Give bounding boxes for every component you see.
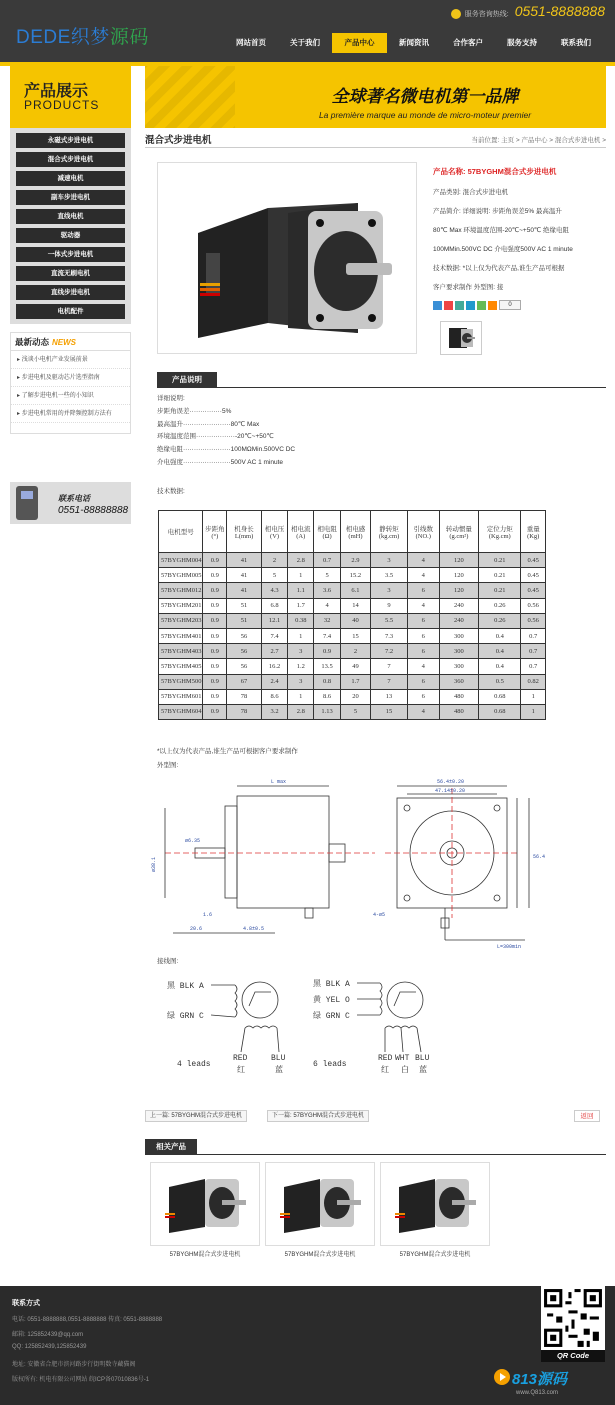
spec-cell: 32	[314, 613, 340, 628]
spec-cell: 2.8	[288, 704, 314, 719]
nav-contact[interactable]: 联系我们	[561, 38, 591, 47]
spec-cell: 1	[288, 568, 314, 583]
spec-cell: 1.1	[288, 583, 314, 598]
nav-clients[interactable]: 合作客户	[453, 38, 483, 47]
related-product[interactable]	[380, 1162, 490, 1258]
spec-cell: 480	[439, 704, 479, 719]
spec-cell: 120	[439, 568, 479, 583]
qr-code-label: QR Code	[541, 1350, 605, 1362]
spec-model-cell: 57BYGHM604	[159, 704, 203, 719]
spec-cell: 5.5	[371, 613, 408, 628]
nav-home[interactable]: 网站首页	[236, 38, 266, 47]
wire-label: 6 leads	[313, 1060, 347, 1069]
main-banner	[145, 66, 606, 128]
dimension-label: 1.6	[203, 912, 213, 918]
spec-cell: 5	[314, 568, 340, 583]
news-item[interactable]: ▸ 了解步进电机一些的小知识	[11, 387, 130, 405]
spec-cell: 56	[227, 659, 262, 674]
spec-cell: 0.9	[203, 704, 227, 719]
spec-cell: 4.3	[261, 583, 287, 598]
spec-header-cell: 相电感 (mH)	[340, 511, 370, 553]
spec-cell: 0.7	[521, 644, 546, 659]
banner-stripe	[145, 66, 235, 128]
news-link[interactable]: 步进电机及驱动芯片选型指南	[21, 375, 100, 381]
news-heading	[11, 333, 130, 351]
share-wechat-icon[interactable]	[477, 301, 486, 310]
back-button[interactable]: 返回	[574, 1110, 600, 1122]
wire-label: BLU	[271, 1054, 286, 1063]
spec-cell: 2.7	[261, 644, 287, 659]
spec-cell: 0.45	[521, 583, 546, 598]
spec-cell: 480	[439, 689, 479, 704]
site-logo[interactable]	[16, 22, 149, 49]
spec-cell: 6	[407, 613, 439, 628]
spec-cell: 0.7	[314, 553, 340, 568]
spec-model-cell: 57BYGHM601	[159, 689, 203, 704]
category-item[interactable]: 直流无刷电机	[16, 266, 125, 281]
spec-cell: 2.9	[340, 553, 370, 568]
wire-label: 黄 YEL O	[313, 996, 350, 1005]
nav-products[interactable]: 产品中心	[332, 33, 387, 53]
product-info-line: 客户要求制作 外型图: 接	[433, 284, 504, 291]
spec-cell: 49	[340, 659, 370, 674]
spec-model-cell: 57BYGHM403	[159, 644, 203, 659]
wire-label: RED	[233, 1054, 248, 1063]
spec-cell: 13	[371, 689, 408, 704]
desc-line: 介电强度······················500V AC 1 minute	[157, 458, 284, 466]
product-info	[433, 166, 605, 297]
spec-row	[159, 689, 546, 704]
spec-cell: 3	[371, 583, 408, 598]
related-tab: 相关产品	[145, 1139, 197, 1155]
dimension-label: L=300min	[497, 944, 522, 950]
spec-cell: 41	[227, 568, 262, 583]
spec-header-cell: 机身长 L(mm)	[227, 511, 262, 553]
wire-label: 黑 BLK A	[313, 980, 350, 989]
wire-label: 4 leads	[177, 1060, 211, 1069]
spec-header-cell: 相电阻 (Ω)	[314, 511, 340, 553]
spec-row	[159, 553, 546, 568]
nav-news[interactable]: 新闻资讯	[399, 38, 429, 47]
spec-cell: 5	[340, 704, 370, 719]
spec-cell: 6.1	[340, 583, 370, 598]
watermark-url: www.Q813.com	[516, 1390, 559, 1396]
product-name: 产品名称: 57BYGHM混合式步进电机	[433, 167, 557, 176]
share-more-icon[interactable]	[488, 301, 497, 310]
spec-cell: 0.4	[479, 628, 521, 643]
spec-cell: 0.5	[479, 674, 521, 689]
spec-row	[159, 583, 546, 598]
news-box	[10, 332, 131, 434]
category-item[interactable]: 直线步进电机	[16, 285, 125, 300]
wire-label: 白	[401, 1066, 409, 1075]
spec-cell: 0.9	[203, 674, 227, 689]
spec-cell: 14	[340, 598, 370, 613]
spec-cell: 6	[407, 644, 439, 659]
title-divider	[145, 147, 606, 148]
dimension-label: 20.6	[190, 926, 203, 932]
wire-label: 红	[237, 1066, 245, 1075]
category-item[interactable]: 一体式步进电机	[16, 247, 125, 262]
spec-cell: 56	[227, 644, 262, 659]
breadcrumb[interactable]: 当前位置: 主页 > 产品中心 > 混合式步进电机 >	[471, 137, 606, 144]
dimension-label: 47.14±0.20	[435, 788, 466, 794]
nav-about[interactable]: 关于我们	[290, 38, 320, 47]
footer-line: 地址: 安徽省合肥市滨河路步行街明数寺藏猫阁	[12, 1362, 136, 1368]
spec-cell: 300	[439, 644, 479, 659]
spec-cell: 0.9	[203, 598, 227, 613]
spec-cell: 0.21	[479, 553, 521, 568]
spec-header-cell: 相电流 (A)	[288, 511, 314, 553]
logo-text-zhimeng: 织梦	[70, 27, 110, 48]
footer-line: 电话: 0551-8888888,0551-8888888 传真: 0551-8888888	[12, 1317, 163, 1323]
spec-cell: 120	[439, 583, 479, 598]
related-product-image[interactable]	[150, 1162, 260, 1246]
outline-drawing	[145, 768, 606, 958]
wire-label: WHT	[395, 1054, 410, 1063]
contact-title: 联系电话	[58, 494, 90, 503]
spec-cell: 6	[407, 628, 439, 643]
spec-cell: 41	[227, 583, 262, 598]
product-info-line: 100MMin.500VC DC 介电强度500V AC 1 minute	[433, 246, 573, 253]
related-product-caption[interactable]: 57BYGHM混合式步进电机	[399, 1252, 471, 1258]
dimension-label: 56.4±0.20	[437, 779, 465, 785]
spec-row	[159, 598, 546, 613]
hotline-label: 服务咨询热线:	[464, 11, 509, 18]
banner-title: 全球著名微电机第一品牌	[331, 87, 519, 106]
dimension-label: 56.4	[533, 854, 546, 860]
spec-row	[159, 659, 546, 674]
news-item[interactable]: ▸ 步进电机常用的并降频控制方法有	[11, 405, 130, 423]
spec-cell: 360	[439, 674, 479, 689]
phone-icon	[451, 9, 461, 19]
product-info-line: 产品类别: 混合式步进电机	[433, 189, 509, 196]
site-header	[0, 0, 615, 62]
spec-cell: 2	[261, 553, 287, 568]
side-banner-subtitle: PRODUCTS	[24, 98, 100, 112]
spec-cell: 0.9	[203, 553, 227, 568]
spec-cell: 7.3	[371, 628, 408, 643]
spec-cell: 56	[227, 628, 262, 643]
spec-cell: 1	[288, 628, 314, 643]
wire-label: RED	[378, 1054, 393, 1063]
spec-model-cell: 57BYGHM012	[159, 583, 203, 598]
spec-cell: 300	[439, 628, 479, 643]
spec-cell: 0.9	[203, 568, 227, 583]
spec-cell: 3	[288, 644, 314, 659]
spec-header-cell: 定位力矩 (Kg.cm)	[479, 511, 521, 553]
spec-cell: 0.56	[521, 613, 546, 628]
spec-cell: 1.2	[288, 659, 314, 674]
spec-cell: 0.9	[203, 644, 227, 659]
wire-label: 蓝	[419, 1066, 427, 1075]
spec-row	[159, 644, 546, 659]
contact-phone: 0551-88888888	[58, 505, 129, 516]
category-item[interactable]: 减速电机	[16, 171, 125, 186]
spec-model-cell: 57BYGHM405	[159, 659, 203, 674]
next-article-link[interactable]: 下一篇: 57BYGHM混合式步进电机	[267, 1110, 369, 1122]
desc-line: 步距角误差···············5%	[157, 407, 232, 415]
spec-cell: 3	[371, 553, 408, 568]
product-thumbnail[interactable]	[440, 321, 482, 355]
spec-cell: 1.7	[288, 598, 314, 613]
product-desc-tab: 产品说明	[157, 372, 217, 388]
spec-model-cell: 57BYGHM203	[159, 613, 203, 628]
spec-cell: 0.9	[203, 583, 227, 598]
wire-label: 蓝	[275, 1066, 283, 1075]
related-product-caption[interactable]: 57BYGHM混合式步进电机	[169, 1252, 241, 1258]
category-item[interactable]: 副车步进电机	[16, 190, 125, 205]
spec-row	[159, 628, 546, 643]
prev-article-link[interactable]: 上一篇: 57BYGHM混合式步进电机	[145, 1110, 247, 1122]
spec-row	[159, 613, 546, 628]
spec-cell: 9	[371, 598, 408, 613]
desc-line: 详细说明:	[157, 395, 185, 402]
hotline	[451, 2, 605, 20]
logo-text-dede: DEDE	[16, 27, 71, 48]
spec-header-cell: 引线数 (NO.)	[407, 511, 439, 553]
spec-header-cell: 转动惯量 (g.cm²)	[439, 511, 479, 553]
spec-model-cell: 57BYGHM500	[159, 674, 203, 689]
spec-cell: 15	[340, 628, 370, 643]
spec-cell: 51	[227, 613, 262, 628]
telephone-icon	[16, 486, 38, 520]
wire-label: 绿 GRN C	[313, 1012, 350, 1021]
spec-model-cell: 57BYGHM401	[159, 628, 203, 643]
spec-cell: 0.45	[521, 568, 546, 583]
spec-cell: 0.7	[521, 659, 546, 674]
spec-cell: 8.6	[261, 689, 287, 704]
spec-cell: 0.9	[314, 644, 340, 659]
spec-header-cell: 电机型号	[159, 511, 203, 553]
spec-cell: 7	[371, 674, 408, 689]
share-renren-icon[interactable]	[455, 301, 464, 310]
related-product-image[interactable]	[265, 1162, 375, 1246]
share-bar	[433, 300, 523, 310]
spec-cell: 0.26	[479, 598, 521, 613]
spec-cell: 4	[407, 553, 439, 568]
spec-cell: 3.6	[314, 583, 340, 598]
products-side-banner	[10, 66, 131, 128]
spec-cell: 300	[439, 659, 479, 674]
category-item[interactable]: 混合式步进电机	[16, 152, 125, 167]
spec-cell: 78	[227, 689, 262, 704]
related-product-caption[interactable]: 57BYGHM混合式步进电机	[284, 1252, 356, 1258]
outline-label: 外型图:	[157, 762, 179, 769]
spec-header-cell: 静转矩 (kg.cm)	[371, 511, 408, 553]
product-image[interactable]	[157, 162, 417, 354]
spec-cell: 5	[261, 568, 287, 583]
news-title: 最新动态	[15, 337, 50, 347]
spec-cell: 240	[439, 613, 479, 628]
spec-cell: 240	[439, 598, 479, 613]
news-link[interactable]: 步进电机常用的并降频控制方法有	[21, 411, 112, 417]
related-bar	[145, 1139, 606, 1155]
spec-cell: 4	[407, 659, 439, 674]
spec-cell: 78	[227, 704, 262, 719]
share-tqq-icon[interactable]	[466, 301, 475, 310]
footer-title: 联系方式	[12, 1300, 40, 1307]
footer-line: QQ: 125852439,125852439	[12, 1344, 87, 1350]
share-count: 0	[499, 300, 521, 310]
spec-header-cell: 步距角 (°)	[203, 511, 227, 553]
qr-code-icon	[541, 1286, 605, 1350]
news-title-en: NEWS	[52, 338, 77, 347]
dimension-label: 4-ø5	[373, 912, 386, 918]
desc-line: 最高温升······················80℃ Max	[157, 420, 260, 428]
news-item[interactable]: ▸ 步进电机及驱动芯片选型指南	[11, 369, 130, 387]
logo-text-yuanma: 源码	[109, 27, 149, 48]
spec-table	[158, 510, 546, 720]
nav-support[interactable]: 服务支持	[507, 38, 537, 47]
play-logo-icon	[494, 1368, 510, 1386]
spec-row	[159, 704, 546, 719]
spec-cell: 40	[340, 613, 370, 628]
page-title: 混合式步进电机	[145, 135, 212, 146]
wiring-label: 接线图:	[157, 958, 179, 965]
dimension-label: 4.8±0.5	[243, 926, 265, 932]
dimension-label: ø38.1	[151, 856, 157, 872]
category-list	[10, 128, 131, 324]
spec-row	[159, 674, 546, 689]
product-info-line: 80℃ Max 环境温度范围-20℃~+50℃ 绝缘电阻	[433, 227, 570, 234]
spec-cell: 0.9	[203, 613, 227, 628]
spec-cell: 15.2	[340, 568, 370, 583]
banner-subtitle: La première marque au monde de micro-moteur premier	[318, 110, 532, 120]
spec-cell: 0.4	[479, 659, 521, 674]
category-item[interactable]: 直线电机	[16, 209, 125, 224]
share-qzone-icon[interactable]	[433, 301, 442, 310]
spec-cell: 2.8	[288, 553, 314, 568]
spec-cell: 4	[407, 568, 439, 583]
spec-cell: 12.1	[261, 613, 287, 628]
spec-cell: 0.9	[203, 628, 227, 643]
spec-model-cell: 57BYGHM005	[159, 568, 203, 583]
news-item[interactable]: ▸ 浅谈小电机产业发展前景	[11, 351, 130, 369]
watermark-text: 813源码	[512, 1371, 568, 1388]
desc-line: 环境温度范围··················-20℃~+50℃	[157, 433, 274, 441]
spec-cell: 7.4	[261, 628, 287, 643]
spec-cell: 1.13	[314, 704, 340, 719]
spec-cell: 2	[340, 644, 370, 659]
spec-cell: 16.2	[261, 659, 287, 674]
product-description	[157, 393, 606, 470]
spec-cell: 0.21	[479, 568, 521, 583]
spec-cell: 0.26	[479, 613, 521, 628]
spec-cell: 4	[407, 598, 439, 613]
hotline-number: 0551-8888888	[514, 3, 605, 19]
spec-cell: 1	[521, 689, 546, 704]
spec-cell: 0.9	[203, 659, 227, 674]
category-item[interactable]: 电机配件	[16, 304, 125, 319]
spec-cell: 1	[288, 689, 314, 704]
spec-cell: 120	[439, 553, 479, 568]
spec-cell: 20	[340, 689, 370, 704]
qr-code	[541, 1286, 605, 1362]
spec-header-cell: 相电压 (V)	[261, 511, 287, 553]
spec-cell: 0.38	[288, 613, 314, 628]
share-weibo-icon[interactable]	[444, 301, 453, 310]
spec-cell: 7.2	[371, 644, 408, 659]
side-banner-title: 产品展示	[24, 83, 89, 100]
spec-cell: 67	[227, 674, 262, 689]
spec-cell: 0.9	[203, 689, 227, 704]
spec-cell: 0.7	[521, 628, 546, 643]
spec-cell: 51	[227, 598, 262, 613]
spec-cell: 0.82	[521, 674, 546, 689]
spec-cell: 1	[521, 704, 546, 719]
spec-cell: 6.8	[261, 598, 287, 613]
wire-label: BLU	[415, 1054, 430, 1063]
dimension-label: L max	[271, 779, 287, 785]
related-product[interactable]	[150, 1162, 260, 1258]
spec-cell: 0.68	[479, 689, 521, 704]
footer-line: 版权所有: 机电有限公司网站 皖ICP备07010836号-1	[12, 1377, 150, 1383]
wire-label: 红	[381, 1066, 389, 1075]
news-link[interactable]: 浅谈小电机产业发展前景	[21, 357, 88, 363]
prev-next-bar	[145, 1110, 606, 1122]
spec-cell: 7	[371, 659, 408, 674]
spec-cell: 7.4	[314, 628, 340, 643]
spec-cell: 0.56	[521, 598, 546, 613]
spec-cell: 15	[371, 704, 408, 719]
spec-note: *以上仅为代表产品,谁生产品可根据客户要求制作	[157, 748, 298, 755]
spec-model-cell: 57BYGHM004	[159, 553, 203, 568]
spec-cell: 13.5	[314, 659, 340, 674]
product-info-line: 产品简介: 详细说明: 步距角误差5% 最高温升	[433, 208, 562, 215]
spec-cell: 41	[227, 553, 262, 568]
category-item[interactable]: 永磁式步进电机	[16, 133, 125, 148]
spec-cell: 6	[407, 583, 439, 598]
spec-cell: 2.4	[261, 674, 287, 689]
spec-cell: 3	[288, 674, 314, 689]
watermark	[494, 1362, 610, 1402]
wire-label: 黑 BLK A	[167, 982, 204, 991]
spec-header-cell: 重量 (Kg)	[521, 511, 546, 553]
contact-box	[10, 482, 131, 524]
wiring-diagram	[145, 968, 606, 1098]
dimension-label: ø6.35	[185, 838, 201, 844]
spec-cell: 0.45	[521, 553, 546, 568]
spec-cell: 3.2	[261, 704, 287, 719]
spec-cell: 3.5	[371, 568, 408, 583]
spec-model-cell: 57BYGHM201	[159, 598, 203, 613]
related-product[interactable]	[265, 1162, 375, 1258]
spec-row	[159, 568, 546, 583]
spec-cell: 4	[407, 704, 439, 719]
product-desc-bar	[157, 372, 606, 388]
tech-data-label: 技术数据:	[157, 488, 185, 495]
wire-label: 绿 GRN C	[167, 1012, 204, 1021]
product-info-line: 技术数据: *以上仅为代表产品,谁生产品可根据	[433, 265, 565, 272]
spec-cell: 0.4	[479, 644, 521, 659]
related-product-image[interactable]	[380, 1162, 490, 1246]
spec-cell: 0.8	[314, 674, 340, 689]
footer-line: 邮箱: 125852439@qq.com	[12, 1332, 84, 1338]
category-item[interactable]: 驱动器	[16, 228, 125, 243]
spec-cell: 6	[407, 674, 439, 689]
spec-cell: 0.68	[479, 704, 521, 719]
spec-cell: 6	[407, 689, 439, 704]
spec-cell: 8.6	[314, 689, 340, 704]
spec-cell: 0.21	[479, 583, 521, 598]
news-link[interactable]: 了解步进电机一些的小知识	[21, 393, 94, 399]
spec-cell: 4	[314, 598, 340, 613]
spec-cell: 1.7	[340, 674, 370, 689]
desc-line: 绝缘电阻······················100MΩMin.500VC DC	[157, 446, 296, 454]
